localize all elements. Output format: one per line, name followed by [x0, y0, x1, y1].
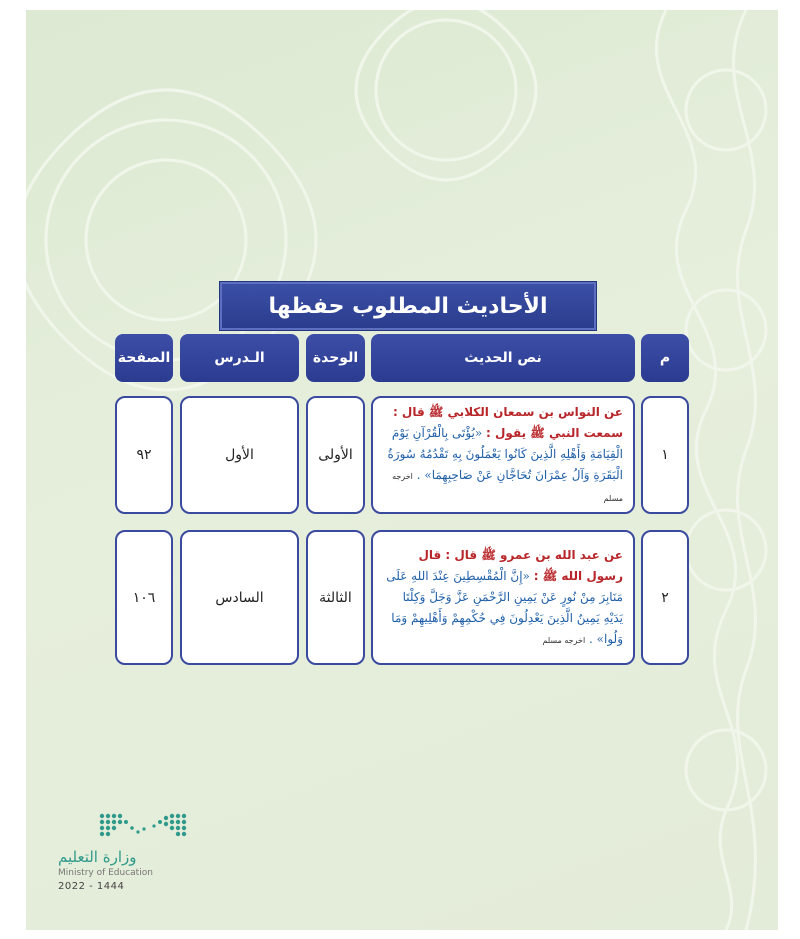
row2-hadith-text [373, 537, 633, 659]
row2-num: ٢ [641, 530, 689, 665]
row2-lesson: السادس [180, 530, 299, 665]
row1-unit: الأولى [306, 396, 365, 514]
row1-body: «يُؤْتَى بِالْقُرْآنِ يَوْمَ الْقِيَامَةِ وَأَهْلِهِ الَّذِينَ كَانُوا يَعْمَلُونَ بِهِ تَقْدُمُهُ سُورَةُ الْبَقَرَةِ وَآلُ عِمْرَانَ تُحَاجَّانِ عَنْ صَاحِبِهِمَا» . [387, 425, 623, 482]
page-title: الأحاديث المطلوب حفظها [220, 282, 596, 330]
ministry-name-arabic: وزارة التعليم [58, 848, 137, 866]
row1-page: ٩٢ [115, 396, 173, 514]
ministry-name-english: Ministry of Education [58, 868, 153, 878]
row2-body: «إِنَّ الْمُقْسِطِينَ عِنْدَ اللهِ عَلَى مَنَابِرَ مِنْ نُورٍ عَنْ يَمِينِ الرَّحْمَنِ عَزَّ وَجَلَّ وَكِلْتَا يَدَيْهِ يَمِينٌ الَّذِينَ يَعْدِلُونَ فِي حُكْمِهِمْ وَأَهْلِيهِمْ وَمَا وَلُوا» . [386, 568, 623, 646]
edition-year: 2022 - 1444 [58, 881, 125, 892]
header-num: م [641, 334, 689, 382]
row1-hadith [371, 396, 635, 514]
header-hadith-text: نص الحديث [371, 334, 635, 382]
row2-hadith [371, 530, 635, 665]
row2-unit: الثالثة [306, 530, 365, 665]
row1-source: اخرجه مسلم [392, 471, 623, 503]
row1-lesson: الأول [180, 396, 299, 514]
row2-source: اخرجه مسلم [542, 635, 586, 645]
row2-page: ١٠٦ [115, 530, 173, 665]
ministry-logo-icon [58, 812, 188, 842]
row1-num: ١ [641, 396, 689, 514]
row1-intro: عن النواس بن سمعان الكلابي ﷺ قال : سمعت النبي ﷺ يقول : [392, 404, 623, 440]
header-page: الصفحة [115, 334, 173, 382]
header-lesson: الـدرس [180, 334, 299, 382]
row1-hadith-text [373, 394, 633, 517]
row2-intro: عن عبد الله بن عمرو ﷺ قال : قال رسول الله ﷺ : [418, 547, 623, 583]
header-unit: الوحدة [306, 334, 365, 382]
